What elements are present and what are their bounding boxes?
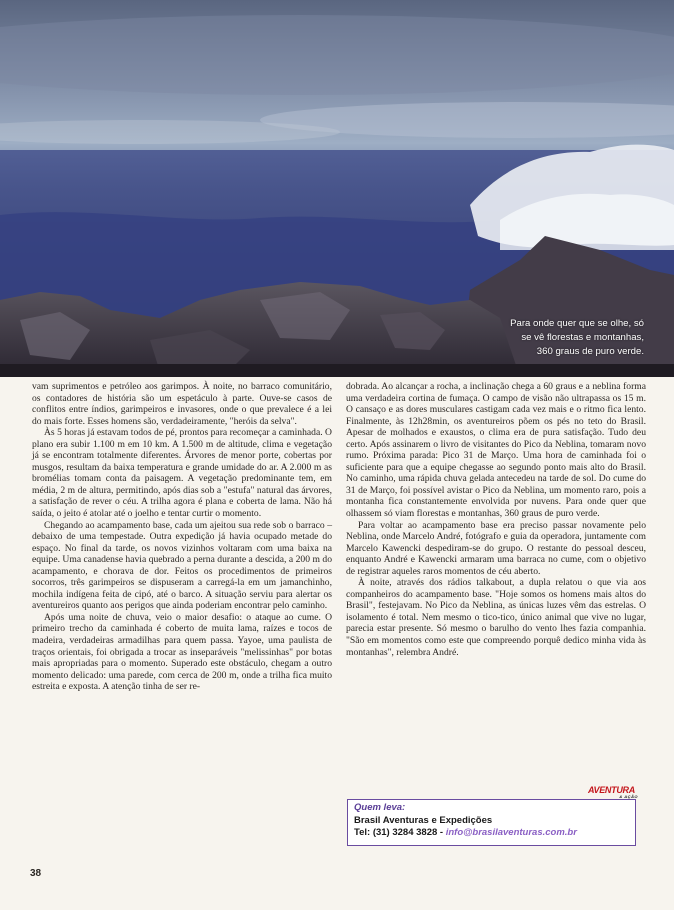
- article-paragraph: Para voltar ao acampamento base era preciso passar novamente pelo Neblina, onde Marcelo André, fotógrafo e guia da operadora, juntamente com Marcelo Kawencki despediram-se do grupo. O restante do pessoal desceu, enquanto André e Kawencki armaram uma barraca no cume, com o objetivo de registrar aqueles raros momentos de céu aberto.: [346, 519, 646, 577]
- caption-line: Para onde quer que se olhe, só: [510, 318, 644, 329]
- article-paragraph: À noite, através dos rádios talkabout, a dupla relatou o que via aos companheiros do acampamento base. "Hoje somos os homens mais altos do Brasil", festejavam. No Pico da Neblina, as únicas luzes vêm das estrelas. O isolamento é total. Nem mesmo o tico-tico, único animal que vive no lugar, parecia estar presente. Só mesmo o barulho do vento lhes fazia companhia. "São em momentos como este que compreendo porquê dedico minha vida às montanhas", relembra André.: [346, 577, 646, 658]
- logo-name: AVENTURA: [588, 785, 635, 795]
- article-paragraph: dobrada. Ao alcançar a rocha, a inclinação chega a 60 graus e a neblina forma uma verdadeira cortina de fumaça. O campo de visão não ultrapassa os 15 m. O cansaço e as dores musculares castigam cada vez mais e o ritmo fica lento. Finalmente, às 12h28min, os aventureiros põem os pés no teto do Brasil. Apesar de molhados e exaustos, o clima era de pura satisfação. Tudo deu certo. Após assinarem o livro de visitantes do Pico da Neblina, tomaram novo rumo. Próxima parada: Pico 31 de Março. Uma hora de caminhada foi o suficiente para que a equipe chegasse ao segundo ponto mais alto do Brasil. No caminho, uma rápida chuva gelada antecedeu na tarde de sol. Do cume do 31 de Março, foi possível avistar o Pico da Neblina, um momento raro, pois a montanha fica constantemente envolvida por nuvens. Para onde quer que olhassem só viam florestas e montanhas, 360 graus de puro verde.: [346, 381, 646, 520]
- article-paragraph: Às 5 horas já estavam todos de pé, prontos para recomeçar a caminhada. O plano era subir 1.100 m em 10 km. A 1.500 m de altitude, clima e vegetação já se encontram totalmente diferentes. Árvores de menor porte, cobertas por musgos, resultam da baixa temperatura e grande umidade do ar. A 2.000 m as bromélias tomam conta da paisagem. A vegetação predominante tem, em média, 2 m de altura, permitindo, após dias sob a "estufa" natural das árvores, a satisfação de rever o céu. A trilha agora é plana e coberta de lama. Não há saída, o jeito é atolar até o joelho e tentar curtir o momento.: [32, 427, 332, 520]
- article-paragraph: vam suprimentos e petróleo aos garimpos. À noite, no barraco comunitário, os contadores de história são um espetáculo à parte. Ouve-se casos de conflitos entre índios, garimpeiros e invasores, onde o que prevalece é a lei do mais forte. Esses homens são, verdadeiramente, "heróis da selva".: [32, 381, 332, 427]
- photo-caption: [439, 317, 644, 359]
- magazine-logo: [588, 785, 638, 799]
- article-paragraph: Após uma noite de chuva, veio o maior desafio: o ataque ao cume. O primeiro trecho da caminhada é coberto de muita lama, raízes e tocos de madeira, verdadeiras armadilhas para quem passa. Yayoe, uma paulista de traços orientais, foi obrigada a trocar as inseparáveis "melissinhas" por botas mais apropriadas para o momento. Superado este obstáculo, chegam a outro momento delicado: uma parede, com cerca de 200 m, onde a trilha fica muito estreita e exposta. A atenção tinha de ser re-: [32, 611, 332, 693]
- page-number: 38: [30, 868, 42, 879]
- info-box: [347, 799, 636, 846]
- info-box-label: Quem leva:: [354, 802, 406, 813]
- caption-line: se vê florestas e montanhas,: [521, 332, 644, 343]
- article-paragraph: Chegando ao acampamento base, cada um ajeitou sua rede sob o barraco – debaixo de uma tempestade. Outra expedição já havia ocupado metade do espaço. No final da tarde, os novos vizinhos voltaram com uma baixa na equipe. Uma canadense havia quebrado a perna durante a descida, a 200 m do acampamento, e chorava de dor. Feitos os procedimentos de primeiros socorros, três garimpeiros se dispuseram a carregá-la em um jamanchinho, mochila indígena feita de cipó, até o barco. A situação serviu para alertar os aventureiros quanto aos perigos que ainda poderiam encontrar pelo caminho.: [32, 519, 332, 612]
- logo-sub: & AÇÃO: [619, 794, 638, 799]
- article-column-left: [32, 381, 332, 861]
- article-column-right: [346, 381, 646, 781]
- operator-email-link[interactable]: info@brasilaventuras.com.br: [445, 827, 577, 839]
- caption-line: 360 graus de puro verde.: [536, 346, 644, 357]
- operator-name: Brasil Aventuras e Expedições: [354, 814, 493, 826]
- operator-phone: Tel: (31) 3284 3828 -: [354, 827, 444, 839]
